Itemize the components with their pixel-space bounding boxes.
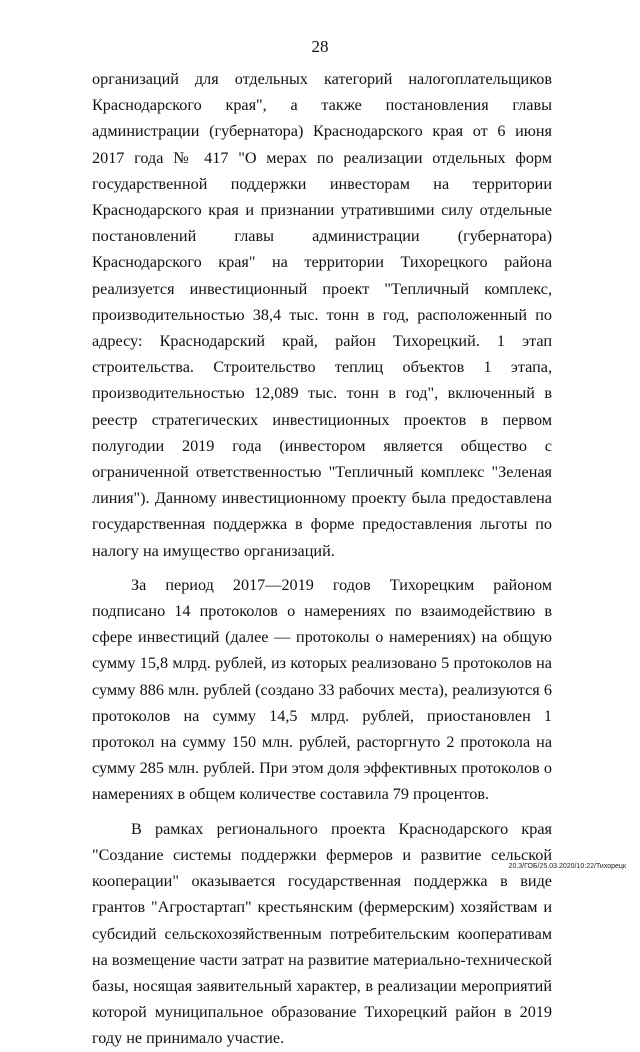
paragraph-investment-project: организаций для отдельных категорий налогоплательщиков Краснодарского края", а также постановления главы администрации (губернатора) Краснодарского края от 6 июня 2017 года № 417 "О мерах по реализации отдельных форм государственной поддержки инвесторам на территории Краснодарского края и признании утратившими силу отдельные постановлений главы администрации (губернатора) Краснодарского края" на территории Тихорецкого района реализуется инвестиционный проект "Тепличный комплекс, производительностью 38,4 тыс. тонн в год, расположенный по адресу: Краснодарский край, район Тихорецкий. 1 этап строительства. Строительство теплиц объектов 1 этапа, производительностью 12,089 тыс. тонн в год", включенный в реестр стратегических инвестиционных проектов в первом полугодии 2019 года (инвестором является общество с ограниченной ответственностью "Тепличный комплекс "Зеленая линия"). Данному инвестиционному проекту была предоставлена государственная поддержка в форме предоставления льготы по налогу на имущество организаций. — [92, 70, 552, 560]
page-number: 28 — [311, 37, 329, 56]
paragraph-protocols: За период 2017—2019 годов Тихорецким районом подписано 14 протоколов о намерениях по взаимодействию в сфере инвестиций (далее — протоколы о намерениях) на общую сумму 15,8 млрд. рублей, из которых реализовано 5 протоколов на сумму 886 млн. рублей (создано 33 рабочих места), реализуются 6 протоколов на сумму 14,5 млрд. рублей, приостановлен 1 протокол на сумму 150 млн. рублей, расторгнуто 2 протокола на сумму 285 млн. рублей. При этом доля эффективных протоколов о намерениях в общем количестве составила 79 процентов. — [92, 575, 552, 804]
footer-document-code: 20.3/ГОБ/25.03.2020/10:22/Тихорецк — [508, 863, 626, 870]
document-body — [92, 66, 552, 1052]
paragraph-regional-project: В рамках регионального проекта Краснодарского края "Создание системы поддержки фермеров и развитие сельской кооперации" оказывается государственная поддержка в виде грантов "Агростартап" крестьянским (фермерским) хозяйствам и субсидий сельскохозяйственным потребительским кооперативам на возмещение части затрат на развитие материально-технической базы, носящая заявительный характер, в реализации мероприятий которой муниципальное образование Тихорецкий район в 2019 году не принимало участие. — [92, 819, 552, 1048]
